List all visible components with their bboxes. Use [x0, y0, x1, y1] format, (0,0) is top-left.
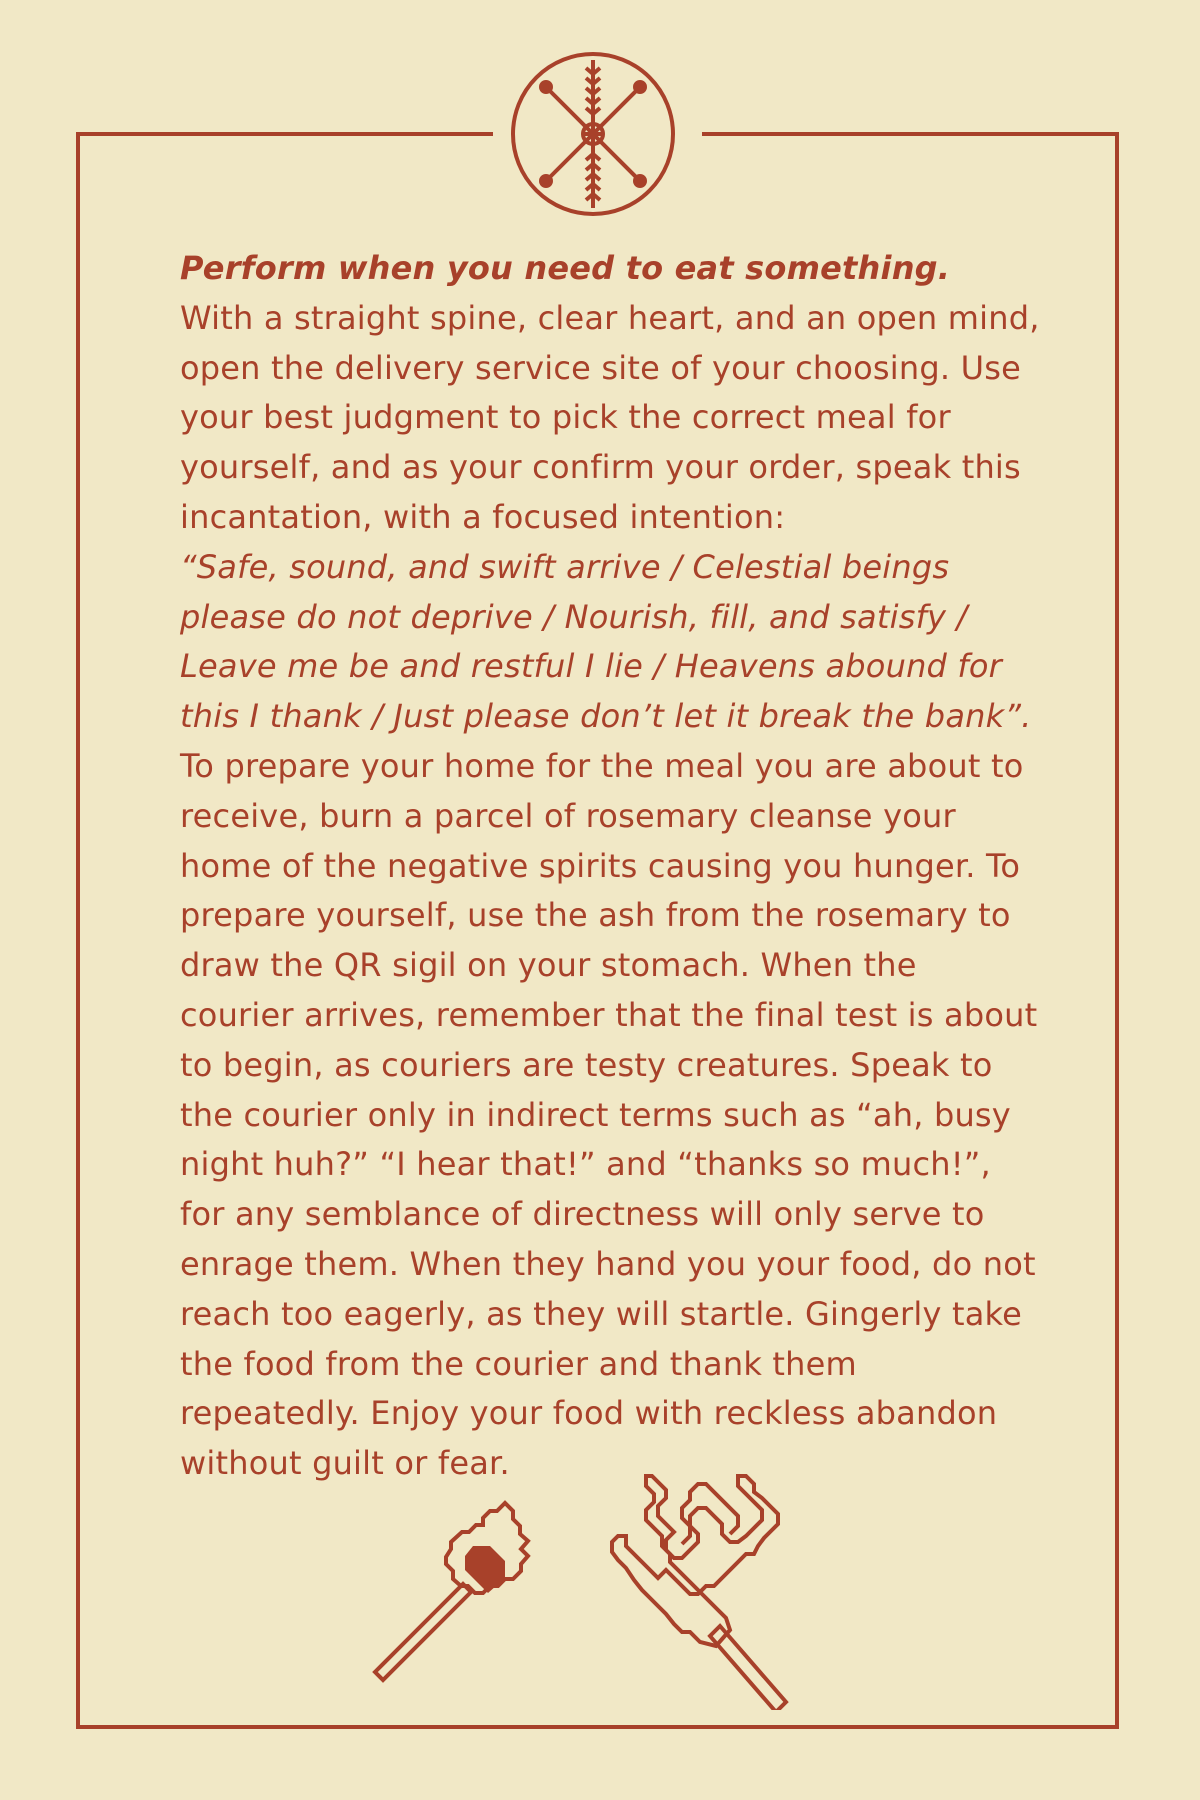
preparation-paragraph: To prepare your home for the meal you are about to receive, burn a parcel of rosemary cleanse your home of the negative spirits causing you hunger. To prepare yourself, use the ash from the rosemary to draw the QR sigil on your stomach. When the courier arrives, remember that the final test is about to begin, as couriers are testy creatures. Speak to the courier only in indirect terms such as “ah, busy night huh?” “I hear that!” and “thanks so much!”, for any semblance of directness will only serve to enrage them. When they hand you your food, do not reach too eagerly, as they will startle. Gingerly take the food from the courier and thank them repeatedly. Enjoy your food with reckless abandon without guilt or fear. [180, 746, 1038, 1483]
pixel-spoon-icon [375, 1503, 528, 1680]
instructions-paragraph: With a straight spine, clear heart, and an open mind, open the delivery service site of your choosing. Use your best judgment to pick the correct meal for yourself, and as your confirm your order, speak this incantation, with a focused intention: [180, 298, 1040, 536]
card-heading: Perform when you need to eat something. [180, 249, 951, 287]
incantation-paragraph: “Safe, sound, and swift arrive / Celestial beings please do not deprive / Nourish, fill, and satisfy / Leave me be and restful I lie / Heavens abound for this I thank / Just please don’t let it break the bank”. [180, 547, 1032, 736]
wheel-sigil-icon [513, 54, 673, 214]
utensils-illustration [360, 1450, 800, 1710]
pixel-fork-icon [612, 1476, 786, 1710]
ritual-text [180, 244, 1040, 1489]
